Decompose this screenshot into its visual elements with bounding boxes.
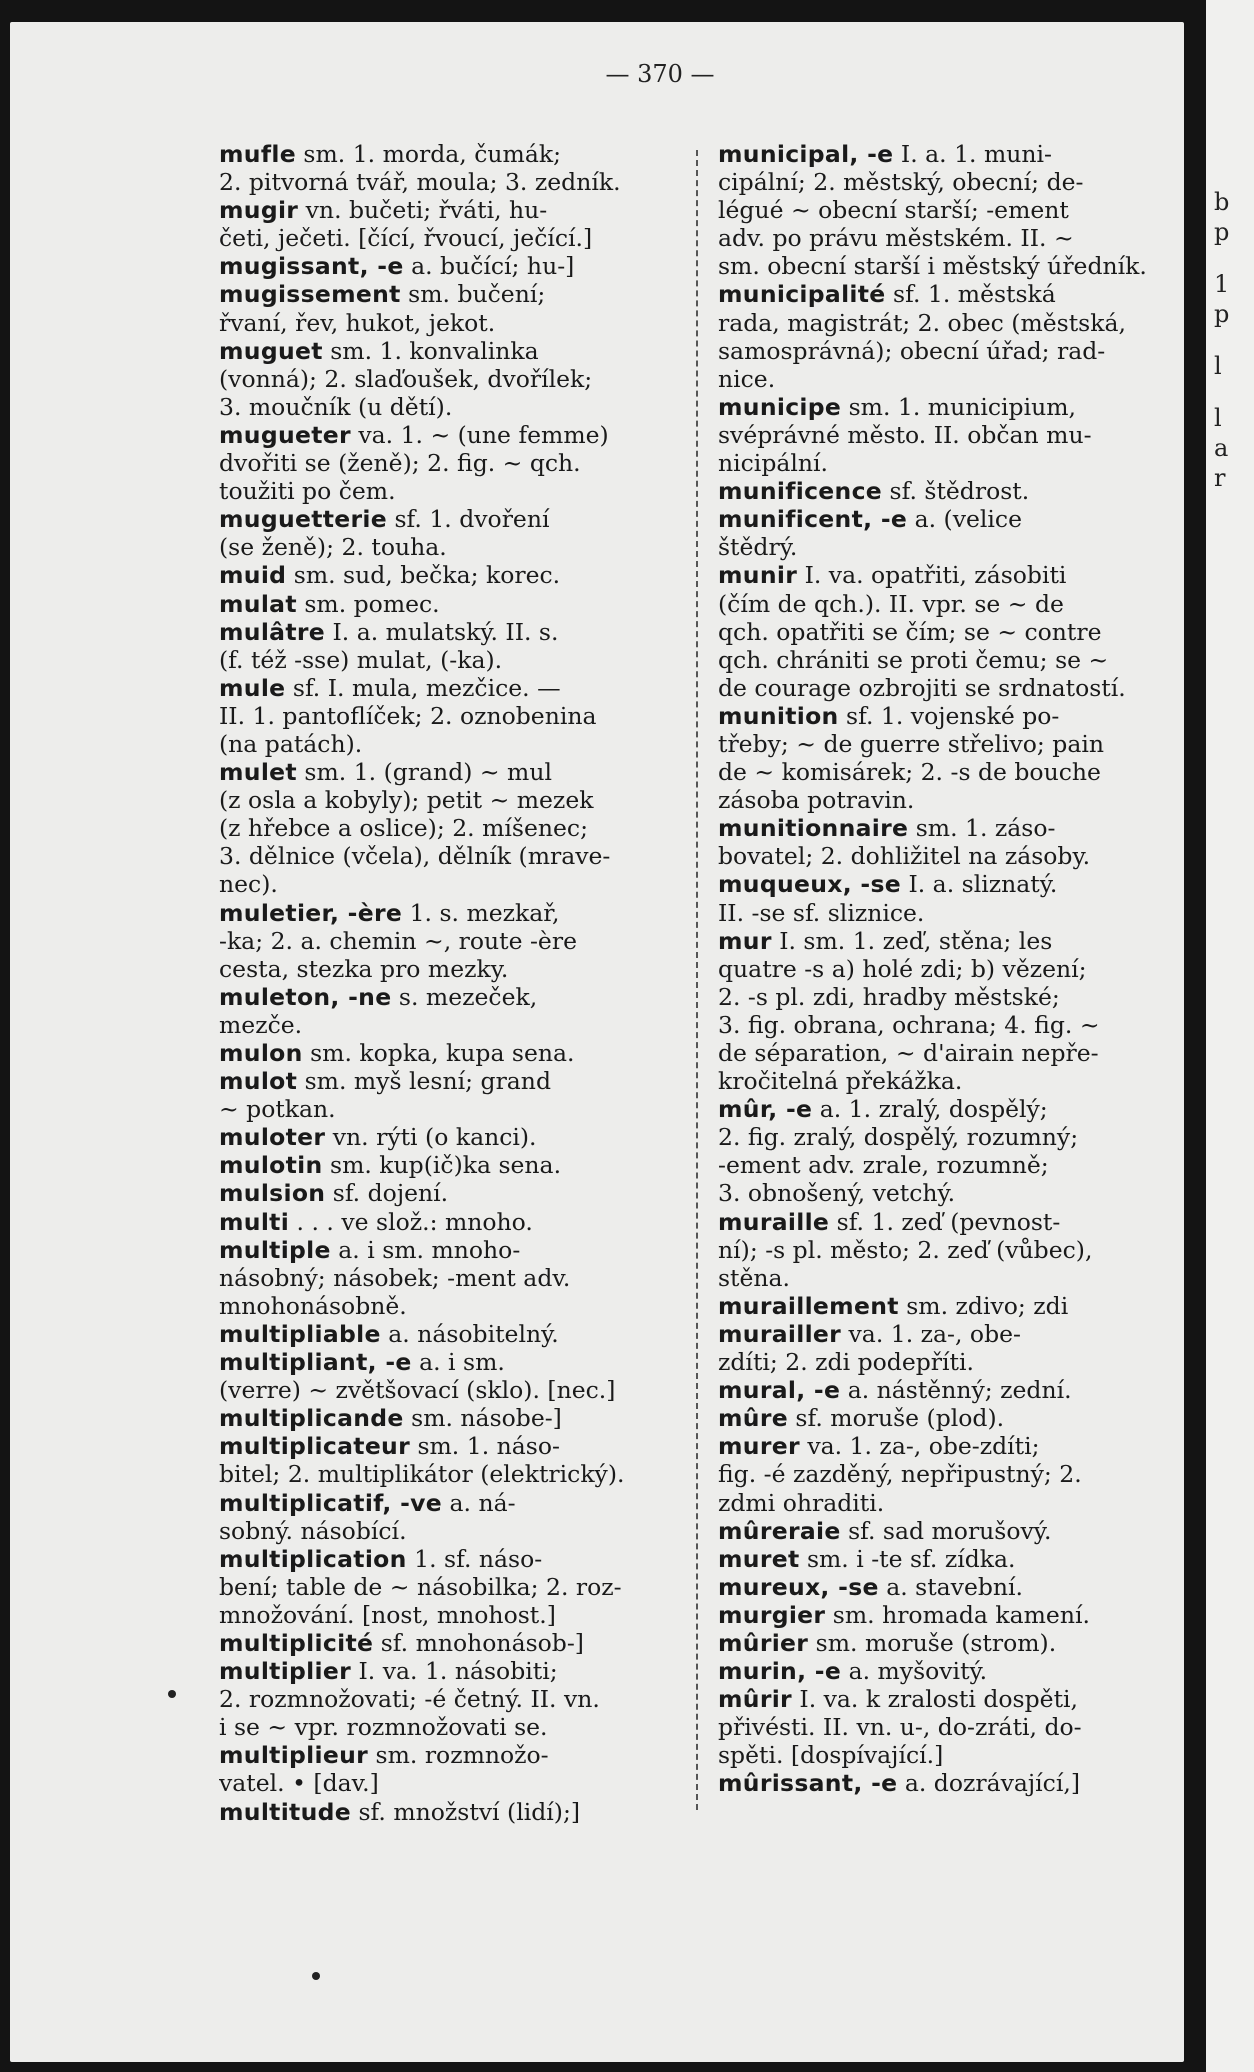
- headword: munificence: [718, 477, 883, 506]
- dictionary-line: [718, 1095, 1170, 1123]
- headword: murgier: [718, 1600, 826, 1629]
- dictionary-line: řvaní, řev, hukot, jekot.: [219, 308, 496, 337]
- dictionary-line: 2. -s pl. zdi, hradby městské;: [718, 982, 1060, 1011]
- dictionary-line: (z osla a kobyly); petit ~ mezek: [219, 786, 594, 815]
- definition-text: a. i sm.: [411, 1348, 505, 1377]
- dictionary-line: četi, ječeti. [čící, řvoucí, ječící.]: [219, 224, 593, 253]
- dictionary-line: [718, 702, 1170, 730]
- headword: muloter: [219, 1123, 326, 1152]
- dictionary-line: [219, 1432, 671, 1460]
- dictionary-line: cipální; 2. městský, obecní; de-: [718, 168, 1084, 197]
- dictionary-line: [219, 1067, 671, 1095]
- dictionary-line: [718, 1208, 1170, 1236]
- dictionary-line: rada, magistrát; 2. obec (městská,: [718, 308, 1126, 337]
- dictionary-line: 3. moučník (u dětí).: [219, 392, 453, 421]
- definition-text: vn. rýti (o kanci).: [325, 1123, 537, 1152]
- dictionary-line: [718, 1292, 1170, 1320]
- page-number: — 370 —: [605, 60, 715, 88]
- dictionary-line: [219, 280, 671, 308]
- headword: mur: [718, 926, 772, 955]
- dictionary-line: přivésti. II. vn. u-, do-zráti, do-: [718, 1713, 1082, 1742]
- headword: mulotin: [219, 1151, 323, 1180]
- dictionary-line: [219, 1320, 671, 1348]
- dictionary-line: [219, 590, 671, 618]
- next-page-fragment: a: [1214, 434, 1229, 462]
- headword: multiplier: [219, 1657, 352, 1686]
- definition-text: s. mezeček,: [391, 982, 538, 1011]
- headword: mulet: [219, 758, 297, 787]
- dictionary-line: bitel; 2. multiplikátor (elektrický).: [219, 1460, 625, 1489]
- dictionary-line: 2. fig. zralý, dospělý, rozumný;: [718, 1123, 1079, 1152]
- dictionary-line: [219, 1545, 671, 1573]
- dictionary-line: (se ženě); 2. touha.: [219, 533, 447, 562]
- headword: multiplicatif, -ve: [219, 1488, 443, 1517]
- definition-text: I. a. mulatský. II. s.: [325, 617, 559, 646]
- headword: multitude: [219, 1797, 351, 1826]
- headword: multiplication: [219, 1544, 407, 1573]
- headword: mulâtre: [219, 617, 325, 646]
- dictionary-line: [219, 1741, 671, 1769]
- headword: muret: [718, 1544, 800, 1573]
- headword: multiple: [219, 1235, 331, 1264]
- definition-text: sm. sud, bečka; korec.: [286, 561, 561, 590]
- definition-text: sf. I. mula, mezčice. —: [285, 673, 561, 702]
- next-page-fragment: b: [1214, 188, 1230, 216]
- dictionary-line: (na patách).: [219, 729, 363, 758]
- dictionary-line: [718, 870, 1170, 898]
- definition-text: a. (velice: [907, 505, 1022, 534]
- dictionary-line: (f. též -sse) mulat, (-ka).: [219, 645, 503, 674]
- definition-text: sm. zdivo; zdi: [898, 1291, 1069, 1320]
- dictionary-line: [718, 1573, 1170, 1601]
- headword: muqueux, -se: [718, 870, 901, 899]
- headword: municipalité: [718, 280, 886, 309]
- right-column: [718, 140, 1170, 1798]
- headword: mugissement: [219, 280, 401, 309]
- dictionary-line: de séparation, ~ d'airain nepře-: [718, 1039, 1099, 1067]
- definition-text: sm. násobe-]: [403, 1404, 562, 1433]
- definition-text: sm. 1. morda, čumák;: [295, 140, 561, 168]
- dictionary-line: [718, 1657, 1170, 1685]
- headword: muletier, -ère: [219, 898, 403, 927]
- headword: mûrir: [718, 1685, 792, 1714]
- dictionary-line: mnohonásobně.: [219, 1291, 407, 1320]
- dictionary-line: [718, 477, 1170, 505]
- dictionary-line: ~ potkan.: [219, 1095, 336, 1124]
- headword: mûrier: [718, 1628, 809, 1657]
- dictionary-line: 3. fig. obrana, ochrana; 4. fig. ~: [718, 1010, 1100, 1039]
- dictionary-line: [219, 899, 671, 927]
- dictionary-line: násobný; násobek; -ment adv.: [219, 1263, 571, 1292]
- definition-text: I. va. opatřiti, zásobiti: [797, 561, 1067, 590]
- definition-text: I. va. 1. násobiti;: [351, 1657, 558, 1686]
- dictionary-line: (čím de qch.). II. vpr. se ~ de: [718, 589, 1064, 618]
- dictionary-line: [718, 927, 1170, 955]
- definition-text: I. a. sliznatý.: [900, 870, 1058, 899]
- headword: multiplicande: [219, 1404, 404, 1433]
- dictionary-line: II. 1. pantoflíček; 2. oznobenina: [219, 701, 597, 730]
- headword: mugir: [219, 196, 299, 225]
- headword: muraille: [718, 1207, 830, 1236]
- definition-text: sf. 1. vojenské po-: [838, 701, 1060, 730]
- dictionary-line: bovatel; 2. dohližitel na zásoby.: [718, 842, 1091, 871]
- definition-text: sm. bučení;: [400, 280, 546, 309]
- dictionary-line: stěna.: [718, 1263, 791, 1292]
- definition-text: sm. pomec.: [296, 589, 440, 618]
- definition-text: sf. množství (lidí);]: [350, 1797, 581, 1826]
- definition-text: . . . ve slož.: mnoho.: [289, 1207, 533, 1236]
- headword: multi: [219, 1207, 290, 1236]
- definition-text: a. 1. zralý, dospělý;: [812, 1095, 1048, 1124]
- dictionary-line: [718, 561, 1170, 589]
- headword: murer: [718, 1432, 800, 1461]
- dictionary-line: II. -se sf. sliznice.: [718, 898, 925, 927]
- headword: mule: [219, 673, 286, 702]
- dictionary-line: nec).: [219, 870, 278, 899]
- definition-text: a. nástěnný; zední.: [840, 1376, 1072, 1405]
- headword: multiplieur: [219, 1741, 369, 1770]
- headword: multipliable: [219, 1319, 381, 1348]
- headword: muleton, -ne: [219, 982, 392, 1011]
- speck-mark: [312, 1972, 320, 1980]
- dictionary-line: 2. pitvorná tvář, moula; 3. zedník.: [219, 168, 621, 197]
- headword: mulat: [219, 589, 297, 618]
- next-page-fragment: p: [1214, 300, 1230, 328]
- headword: multiplicateur: [219, 1432, 410, 1461]
- headword: multipliant, -e: [219, 1348, 412, 1377]
- dictionary-line: [219, 1489, 671, 1517]
- dictionary-line: (z hřebce a oslice); 2. míšenec;: [219, 814, 589, 843]
- definition-text: sm. hromada kamení.: [825, 1600, 1090, 1629]
- dictionary-line: [718, 1432, 1170, 1460]
- next-page-fragment: l: [1214, 404, 1222, 432]
- dictionary-line: spěti. [dospívající.]: [718, 1741, 944, 1770]
- definition-text: sm. 1. (grand) ~ mul: [296, 758, 552, 787]
- dictionary-line: [219, 252, 671, 280]
- dictionary-line: svéprávné město. II. občan mu-: [718, 420, 1092, 449]
- dictionary-line: [219, 561, 671, 589]
- dictionary-line: třeby; ~ de guerre střelivo; pain: [718, 729, 1104, 758]
- next-page-fragment: 1: [1214, 270, 1230, 298]
- headword: munir: [718, 561, 798, 590]
- dictionary-line: dvořiti se (ženě); 2. fig. ~ qch.: [219, 449, 581, 478]
- dictionary-line: de courage ozbrojiti se srdnatostí.: [718, 673, 1126, 702]
- definition-text: vn. bučeti; řváti, hu-: [298, 196, 548, 225]
- dictionary-line: 3. obnošený, vetchý.: [718, 1179, 956, 1208]
- definition-text: sm. 1. záso-: [908, 814, 1056, 843]
- headword: mulsion: [219, 1179, 326, 1208]
- dictionary-line: (verre) ~ zvětšovací (sklo). [nec.]: [219, 1376, 616, 1405]
- dictionary-line: [718, 1685, 1170, 1713]
- definition-text: I. a. 1. muni-: [893, 140, 1052, 168]
- next-page-fragment: l: [1214, 352, 1222, 380]
- definition-text: sf. štědrost.: [882, 477, 1030, 506]
- headword: multiplicité: [219, 1628, 374, 1657]
- dictionary-line: [718, 1601, 1170, 1629]
- definition-text: sf. sad morušový.: [840, 1516, 1052, 1545]
- definition-text: sf. moruše (plod).: [787, 1404, 1005, 1433]
- headword: municipal, -e: [718, 140, 894, 168]
- dictionary-line: štědrý.: [718, 533, 798, 562]
- headword: mufle: [219, 140, 296, 168]
- definition-text: a. dozrávající,]: [897, 1769, 1081, 1798]
- dictionary-line: [219, 421, 671, 449]
- definition-text: sm. myš lesní; grand: [297, 1067, 551, 1096]
- dictionary-line: [219, 1208, 671, 1236]
- headword: munitionnaire: [718, 814, 909, 843]
- definition-text: sm. rozmnožo-: [368, 1741, 549, 1770]
- dictionary-line: zdmi ohraditi.: [718, 1488, 885, 1517]
- next-page-fragment: r: [1214, 464, 1226, 492]
- definition-text: sm. moruše (strom).: [808, 1628, 1057, 1657]
- definition-text: sf. 1. zeď (pevnost-: [829, 1207, 1061, 1236]
- dictionary-line: zdíti; 2. zdi podepříti.: [718, 1348, 974, 1377]
- headword: municipe: [718, 392, 842, 421]
- definition-text: sf. 1. dvoření: [387, 505, 550, 534]
- dictionary-line: légué ~ obecní starší; -ement: [718, 196, 1069, 225]
- headword: mulot: [219, 1067, 298, 1096]
- dictionary-line: bení; table de ~ násobilka; 2. roz-: [219, 1572, 622, 1601]
- dictionary-line: -ka; 2. a. chemin ~, route -ère: [219, 926, 577, 955]
- dictionary-line: [718, 1769, 1170, 1797]
- dictionary-line: ní); -s pl. město; 2. zeď (vůbec),: [718, 1235, 1093, 1264]
- headword: muid: [219, 561, 287, 590]
- dictionary-line: [219, 618, 671, 646]
- dictionary-line: -ement adv. zrale, rozumně;: [718, 1151, 1049, 1180]
- headword: mugueter: [219, 420, 351, 449]
- column-divider: [696, 150, 698, 1810]
- definition-text: I. sm. 1. zeď, stěna; les: [771, 926, 1053, 955]
- definition-text: sm. 1. náso-: [409, 1432, 560, 1461]
- dictionary-line: množování. [nost, mnohost.]: [219, 1600, 556, 1629]
- headword: mural, -e: [718, 1376, 841, 1405]
- speck-mark: [168, 1690, 176, 1698]
- headword: muguet: [219, 336, 323, 365]
- headword: munition: [718, 701, 839, 730]
- dictionary-line: [718, 1545, 1170, 1573]
- definition-text: a. myšovitý.: [841, 1657, 988, 1686]
- next-page-edge: [1206, 0, 1254, 2072]
- definition-text: a. stavební.: [878, 1572, 1024, 1601]
- dictionary-line: [219, 505, 671, 533]
- dictionary-line: [718, 814, 1170, 842]
- dictionary-line: [219, 1179, 671, 1207]
- dictionary-line: sobný. násobící.: [219, 1516, 407, 1545]
- dictionary-line: [718, 280, 1170, 308]
- definition-text: 1. s. mezkař,: [402, 898, 560, 927]
- dictionary-line: de ~ komisárek; 2. -s de bouche: [718, 758, 1101, 787]
- dictionary-line: [219, 1123, 671, 1151]
- headword: munificent, -e: [718, 505, 908, 534]
- dictionary-line: kročitelná překážka.: [718, 1067, 963, 1096]
- dictionary-line: [718, 1517, 1170, 1545]
- dictionary-line: fig. -é zazděný, nepřipustný; 2.: [718, 1460, 1082, 1489]
- dictionary-line: cesta, stezka pro mezky.: [219, 954, 509, 983]
- dictionary-line: [219, 1236, 671, 1264]
- dictionary-line: [219, 983, 671, 1011]
- dictionary-line: [718, 140, 1170, 168]
- dictionary-line: 3. dělnice (včela), dělník (mrave-: [219, 842, 611, 871]
- headword: murin, -e: [718, 1657, 842, 1686]
- dictionary-line: [219, 1039, 671, 1067]
- dictionary-line: quatre -s a) holé zdi; b) vězení;: [718, 954, 1087, 983]
- dictionary-line: toužiti po čem.: [219, 477, 396, 506]
- headword: mureux, -se: [718, 1572, 879, 1601]
- dictionary-line: [219, 140, 671, 168]
- dictionary-line: [219, 1657, 671, 1685]
- dictionary-line: i se ~ vpr. rozmnožovati se.: [219, 1713, 548, 1742]
- definition-text: a. ná-: [442, 1488, 516, 1517]
- headword: mûrissant, -e: [718, 1769, 898, 1798]
- definition-text: va. 1. ~ (une femme): [350, 420, 609, 449]
- definition-text: a. bučící; hu-]: [403, 252, 575, 281]
- definition-text: a. i sm. mnoho-: [330, 1235, 521, 1264]
- left-column: [219, 140, 671, 1826]
- dictionary-line: [219, 1798, 671, 1826]
- dictionary-line: nicipální.: [718, 449, 829, 478]
- definition-text: sf. dojení.: [325, 1179, 449, 1208]
- next-page-fragment: p: [1214, 218, 1230, 246]
- definition-text: sm. 1. municipium,: [841, 392, 1076, 421]
- definition-text: I. va. k zralosti dospěti,: [791, 1685, 1078, 1714]
- dictionary-line: mezče.: [219, 1010, 303, 1039]
- dictionary-line: [219, 674, 671, 702]
- dictionary-line: qch. chrániti se proti čemu; se ~: [718, 645, 1109, 674]
- headword: mûre: [718, 1404, 788, 1433]
- dictionary-line: [718, 1629, 1170, 1657]
- definition-text: 1. sf. náso-: [406, 1544, 543, 1573]
- dictionary-line: sm. obecní starší i městský úředník.: [718, 252, 1147, 281]
- definition-text: sf. 1. městská: [885, 280, 1056, 309]
- dictionary-line: (vonná); 2. slaďoušek, dvořílek;: [219, 364, 593, 393]
- definition-text: sm. 1. konvalinka: [322, 336, 539, 365]
- definition-text: a. násobitelný.: [380, 1319, 559, 1348]
- dictionary-line: 2. rozmnožovati; -é četný. II. vn.: [219, 1685, 600, 1714]
- dictionary-line: vatel. • [dav.]: [219, 1769, 379, 1798]
- definition-text: va. 1. za-, obe-zdíti;: [799, 1432, 1040, 1461]
- headword: muraillement: [718, 1291, 899, 1320]
- definition-text: sf. mnohonásob-]: [373, 1628, 584, 1657]
- definition-text: sm. kopka, kupa sena.: [302, 1039, 575, 1067]
- dictionary-line: [219, 758, 671, 786]
- dictionary-line: [219, 1151, 671, 1179]
- dictionary-line: [718, 1320, 1170, 1348]
- dictionary-line: [718, 1404, 1170, 1432]
- dictionary-line: [718, 393, 1170, 421]
- dictionary-line: [219, 1404, 671, 1432]
- dictionary-line: [219, 1348, 671, 1376]
- headword: mugissant, -e: [219, 252, 404, 281]
- headword: mûr, -e: [718, 1095, 813, 1124]
- headword: murailler: [718, 1319, 842, 1348]
- dictionary-line: adv. po právu městském. II. ~: [718, 224, 1074, 253]
- dictionary-line: qch. opatřiti se čím; se ~ contre: [718, 617, 1102, 646]
- definition-text: va. 1. za-, obe-: [841, 1319, 1021, 1348]
- dictionary-line: [219, 337, 671, 365]
- dictionary-line: [718, 505, 1170, 533]
- dictionary-line: zásoba potravin.: [718, 786, 915, 815]
- dictionary-line: samosprávná); obecní úřad; rad-: [718, 336, 1106, 365]
- definition-text: sm. i -te sf. zídka.: [799, 1544, 1016, 1573]
- definition-text: sm. kup(ič)ka sena.: [322, 1151, 562, 1180]
- headword: mulon: [219, 1039, 303, 1067]
- dictionary-line: nice.: [718, 364, 776, 393]
- dictionary-line: [219, 1629, 671, 1657]
- dictionary-line: [718, 1376, 1170, 1404]
- headword: mûreraie: [718, 1516, 841, 1545]
- dictionary-line: [219, 196, 671, 224]
- headword: muguetterie: [219, 505, 387, 534]
